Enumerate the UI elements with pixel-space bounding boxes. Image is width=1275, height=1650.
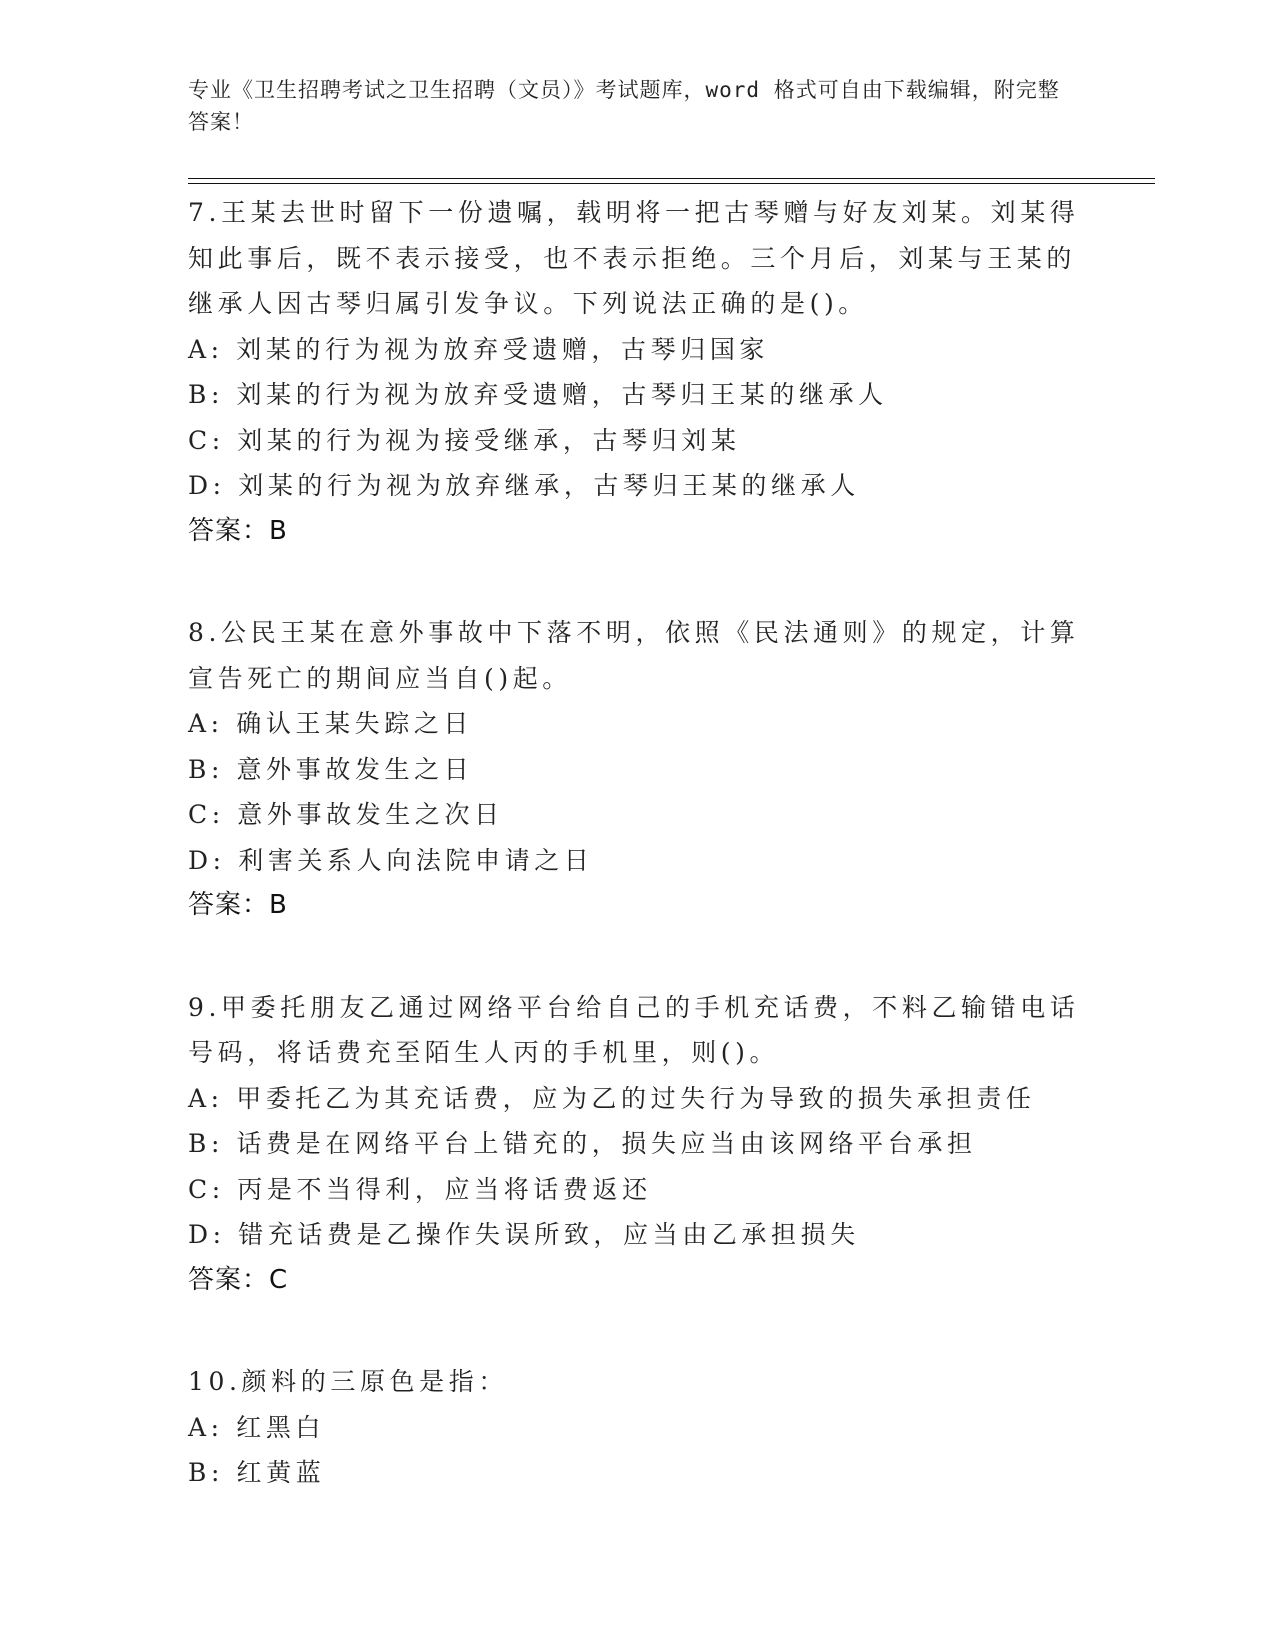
question-list [188, 190, 1088, 1552]
question-text: 10.颜料的三原色是指： [188, 1367, 508, 1396]
header-divider-bottom [188, 183, 1155, 184]
answer-line: 答案：B [188, 890, 288, 920]
question-item [188, 190, 1088, 554]
question-text: 8.公民王某在意外事故中下落不明，依照《民法通则》的规定，计算宣告死亡的期间应当自()起。 [188, 618, 1080, 693]
question-item [188, 610, 1088, 929]
option-b: B: 红黄蓝 [188, 1458, 326, 1487]
option-a: A: 甲委托乙为其充话费，应为乙的过失行为导致的损失承担责任 [188, 1083, 1036, 1113]
option-d: D: 刘某的行为视为放弃继承，古琴归王某的继承人 [188, 471, 860, 500]
option-a: A: 刘某的行为视为放弃受遗赠，古琴归国家 [188, 334, 770, 364]
option-b: B: 刘某的行为视为放弃受遗赠，古琴归王某的继承人 [188, 380, 888, 409]
option-d: D: 利害关系人向法院申请之日 [188, 845, 594, 875]
option-a: A: 红黑白 [188, 1412, 326, 1442]
option-c: C: 丙是不当得利，应当将话费返还 [188, 1174, 652, 1204]
option-d: D: 错充话费是乙操作失误所致，应当由乙承担损失 [188, 1220, 860, 1249]
question-text: 7.王某去世时留下一份遗嘱，载明将一把古琴赠与好友刘某。刘某得知此事后，既不表示接受，也不表示拒绝。三个月后，刘某与王某的继承人因古琴归属引发争议。下列说法正确的是()。 [188, 198, 1080, 318]
option-c: C: 刘某的行为视为接受继承，古琴归刘某 [188, 425, 741, 455]
document-header: 专业《卫生招聘考试之卫生招聘（文员）》考试题库，word 格式可自由下载编辑，附完整答案！ [188, 78, 1060, 134]
question-item [188, 985, 1088, 1304]
answer-line: 答案：C [188, 1264, 289, 1295]
question-item [188, 1359, 1088, 1496]
option-b: B: 意外事故发生之日 [188, 754, 474, 784]
option-a: A: 确认王某失踪之日 [188, 709, 474, 738]
option-b: B: 话费是在网络平台上错充的，损失应当由该网络平台承担 [188, 1129, 977, 1158]
question-text: 9.甲委托朋友乙通过网络平台给自己的手机充话费，不料乙输错电话号码，将话费充至陌生人丙的手机里，则()。 [188, 992, 1080, 1067]
answer-line: 答案：B [188, 515, 288, 546]
header-divider-top [188, 178, 1155, 179]
option-c: C: 意外事故发生之次日 [188, 800, 504, 829]
